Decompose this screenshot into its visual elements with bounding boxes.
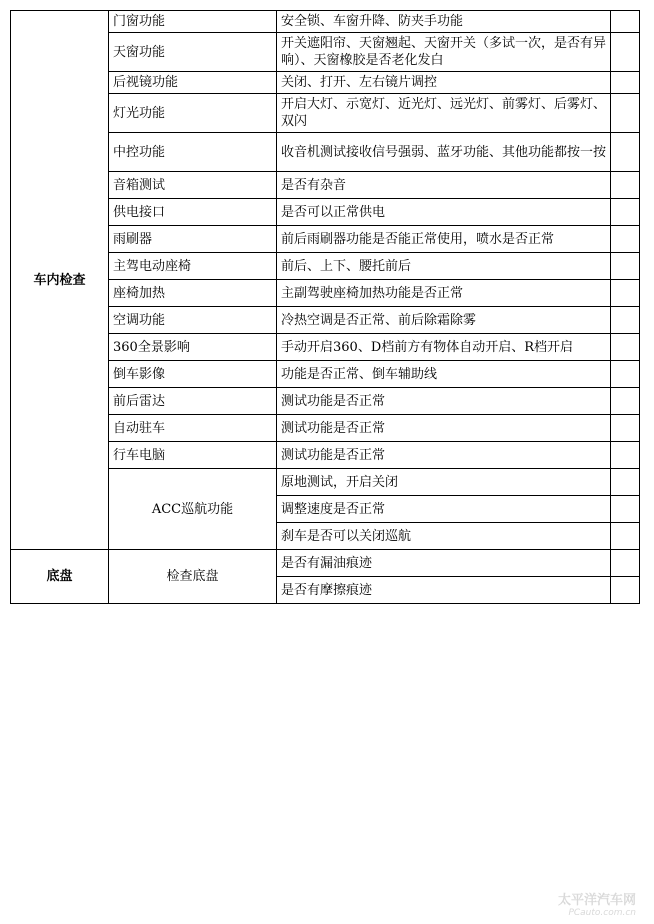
check-cell[interactable] (611, 33, 640, 72)
check-item: 前后雷达 (109, 388, 277, 415)
check-item: 灯光功能 (109, 94, 277, 133)
check-item: 雨刷器 (109, 226, 277, 253)
check-cell[interactable] (611, 94, 640, 133)
check-item: 座椅加热 (109, 280, 277, 307)
check-item: 音箱测试 (109, 172, 277, 199)
check-description: 开启大灯、示宽灯、近光灯、远光灯、前雾灯、后雾灯、双闪 (277, 94, 611, 133)
check-cell[interactable] (611, 199, 640, 226)
check-cell[interactable] (611, 388, 640, 415)
check-description: 刹车是否可以关闭巡航 (277, 523, 611, 550)
check-description: 收音机测试接收信号强弱、蓝牙功能、其他功能都按一按 (277, 133, 611, 172)
category-interior-check: 车内检查 (11, 11, 109, 550)
watermark-line2: PCauto.com.cn (568, 908, 636, 918)
check-item: 倒车影像 (109, 361, 277, 388)
table-row (11, 11, 640, 33)
check-item: 自动驻车 (109, 415, 277, 442)
check-item-acc: ACC巡航功能 (109, 469, 277, 550)
check-cell[interactable] (611, 280, 640, 307)
check-item: 门窗功能 (109, 11, 277, 33)
check-cell[interactable] (611, 523, 640, 550)
check-cell[interactable] (611, 496, 640, 523)
check-description: 是否有漏油痕迹 (277, 550, 611, 577)
check-description: 前后、上下、腰托前后 (277, 253, 611, 280)
check-description: 关闭、打开、左右镜片调控 (277, 72, 611, 94)
check-description: 是否有摩擦痕迹 (277, 577, 611, 604)
check-description: 开关遮阳帘、天窗翘起、天窗开关（多试一次，是否有异响）、天窗橡胶是否老化发白 (277, 33, 611, 72)
check-cell[interactable] (611, 469, 640, 496)
check-cell[interactable] (611, 307, 640, 334)
check-item-chassis: 检查底盘 (109, 550, 277, 604)
check-description: 安全锁、车窗升降、防夹手功能 (277, 11, 611, 33)
check-cell[interactable] (611, 11, 640, 33)
table-row (11, 550, 640, 577)
check-description: 测试功能是否正常 (277, 415, 611, 442)
check-item: 中控功能 (109, 133, 277, 172)
check-item: 天窗功能 (109, 33, 277, 72)
check-cell[interactable] (611, 361, 640, 388)
inspection-table (10, 10, 640, 604)
check-description: 是否有杂音 (277, 172, 611, 199)
check-cell[interactable] (611, 226, 640, 253)
check-description: 调整速度是否正常 (277, 496, 611, 523)
check-item: 供电接口 (109, 199, 277, 226)
check-item: 空调功能 (109, 307, 277, 334)
check-description: 手动开启360、D档前方有物体自动开启、R档开启 (277, 334, 611, 361)
check-cell[interactable] (611, 253, 640, 280)
category-chassis: 底盘 (11, 550, 109, 604)
watermark (558, 893, 636, 918)
check-cell[interactable] (611, 334, 640, 361)
check-description: 测试功能是否正常 (277, 442, 611, 469)
check-item: 主驾电动座椅 (109, 253, 277, 280)
check-item: 后视镜功能 (109, 72, 277, 94)
check-cell[interactable] (611, 133, 640, 172)
watermark-line1: 太平洋汽车网 (557, 893, 636, 908)
check-cell[interactable] (611, 415, 640, 442)
check-cell[interactable] (611, 172, 640, 199)
check-cell[interactable] (611, 577, 640, 604)
check-description: 功能是否正常、倒车辅助线 (277, 361, 611, 388)
check-description: 是否可以正常供电 (277, 199, 611, 226)
check-item: 360全景影响 (109, 334, 277, 361)
check-cell[interactable] (611, 550, 640, 577)
check-description: 前后雨刷器功能是否能正常使用，喷水是否正常 (277, 226, 611, 253)
check-cell[interactable] (611, 72, 640, 94)
check-cell[interactable] (611, 442, 640, 469)
check-description: 原地测试，开启关闭 (277, 469, 611, 496)
check-description: 测试功能是否正常 (277, 388, 611, 415)
check-description: 主副驾驶座椅加热功能是否正常 (277, 280, 611, 307)
check-item: 行车电脑 (109, 442, 277, 469)
check-description: 冷热空调是否正常、前后除霜除雾 (277, 307, 611, 334)
